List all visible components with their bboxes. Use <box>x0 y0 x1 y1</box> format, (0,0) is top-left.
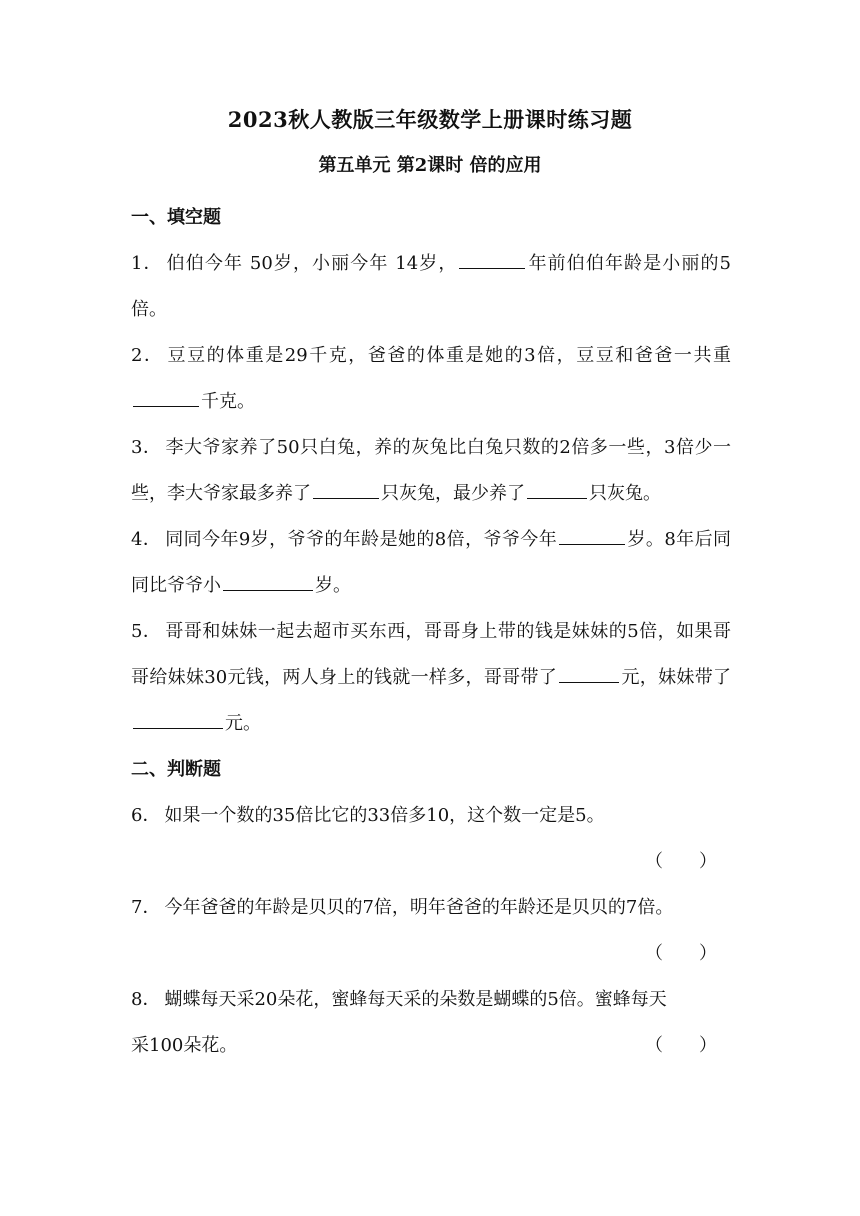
question-text: 只灰兔，最少养了 <box>381 483 525 504</box>
question-text: 如果一个数的35倍比它的33倍多10，这个数一定是5。 <box>164 805 605 826</box>
question-text: 蝴蝶每天采20朵花，蜜蜂每天采的朵数是蝴蝶的5倍。蜜蜂每天 <box>164 989 667 1010</box>
question-text: 伯伯今年 50岁，小丽今年 14岁， <box>166 253 458 274</box>
question-text: 豆豆的体重是29千克，爸爸的体重是她的3倍，豆豆和爸爸一共重 <box>167 345 731 366</box>
question-2 <box>131 333 731 425</box>
answer-blank[interactable] <box>559 662 619 683</box>
question-3 <box>131 425 731 517</box>
worksheet-content <box>131 195 731 1069</box>
answer-blank[interactable] <box>223 570 313 591</box>
question-number: 3． <box>131 437 162 458</box>
question-text: 岁。 <box>315 575 351 596</box>
question-text: 年前伯伯年龄是小丽的5倍。 <box>131 253 731 320</box>
question-text: 只灰兔。 <box>589 483 661 504</box>
question-number: 4． <box>131 529 162 550</box>
answer-parentheses-row <box>131 931 731 977</box>
question-text: 元，妹妹带了 <box>621 667 732 688</box>
answer-parentheses[interactable]: （ ） <box>645 1035 717 1056</box>
answer-parentheses[interactable]: （ ） <box>645 851 717 872</box>
section-heading-true-false: 二、判断题 <box>131 759 221 780</box>
question-text: 岁。8年后同同比爷爷小 <box>131 529 731 596</box>
question-number: 6． <box>131 805 161 826</box>
page-subtitle: 第五单元 第2课时 倍的应用 <box>318 155 542 176</box>
answer-blank[interactable] <box>133 386 199 407</box>
answer-blank[interactable] <box>133 708 223 729</box>
question-7 <box>131 885 731 931</box>
page-title: 2023秋人教版三年级数学上册课时练习题 <box>227 107 633 132</box>
question-8 <box>131 977 731 1023</box>
section-heading-fill-blank: 一、填空题 <box>131 207 221 228</box>
answer-blank[interactable] <box>459 248 525 269</box>
question-6 <box>131 793 731 839</box>
question-text: 元。 <box>225 713 261 734</box>
question-4 <box>131 517 731 609</box>
answer-parentheses[interactable]: （ ） <box>645 943 717 964</box>
answer-blank[interactable] <box>527 478 587 499</box>
question-text: 同同今年9岁，爷爷的年龄是她的8倍，爷爷今年 <box>165 529 558 550</box>
question-text: 哥哥和妹妹一起去超市买东西，哥哥身上带的钱是妹妹的5倍，如果哥哥给妹妹30元钱，两人身上的钱就一样多，哥哥带了 <box>131 621 732 688</box>
question-5 <box>131 609 731 747</box>
question-text: 今年爸爸的年龄是贝贝的7倍，明年爸爸的年龄还是贝贝的7倍。 <box>164 897 674 918</box>
question-number: 8． <box>131 989 161 1010</box>
question-text: 千克。 <box>201 391 255 412</box>
question-1 <box>131 241 731 333</box>
answer-blank[interactable] <box>559 524 625 545</box>
question-number: 1． <box>131 253 163 274</box>
question-number: 2． <box>131 345 164 366</box>
question-text: 李大爷家养了50只白兔，养的灰兔比白兔只数的2倍多一些，3倍少一些，李大爷家最多养了 <box>131 437 731 504</box>
question-number: 7． <box>131 897 161 918</box>
question-8-continued <box>131 1023 731 1069</box>
question-text: 采100朵花。 <box>131 1035 238 1056</box>
answer-blank[interactable] <box>313 478 379 499</box>
question-number: 5． <box>131 621 162 642</box>
answer-parentheses-row <box>131 839 731 885</box>
